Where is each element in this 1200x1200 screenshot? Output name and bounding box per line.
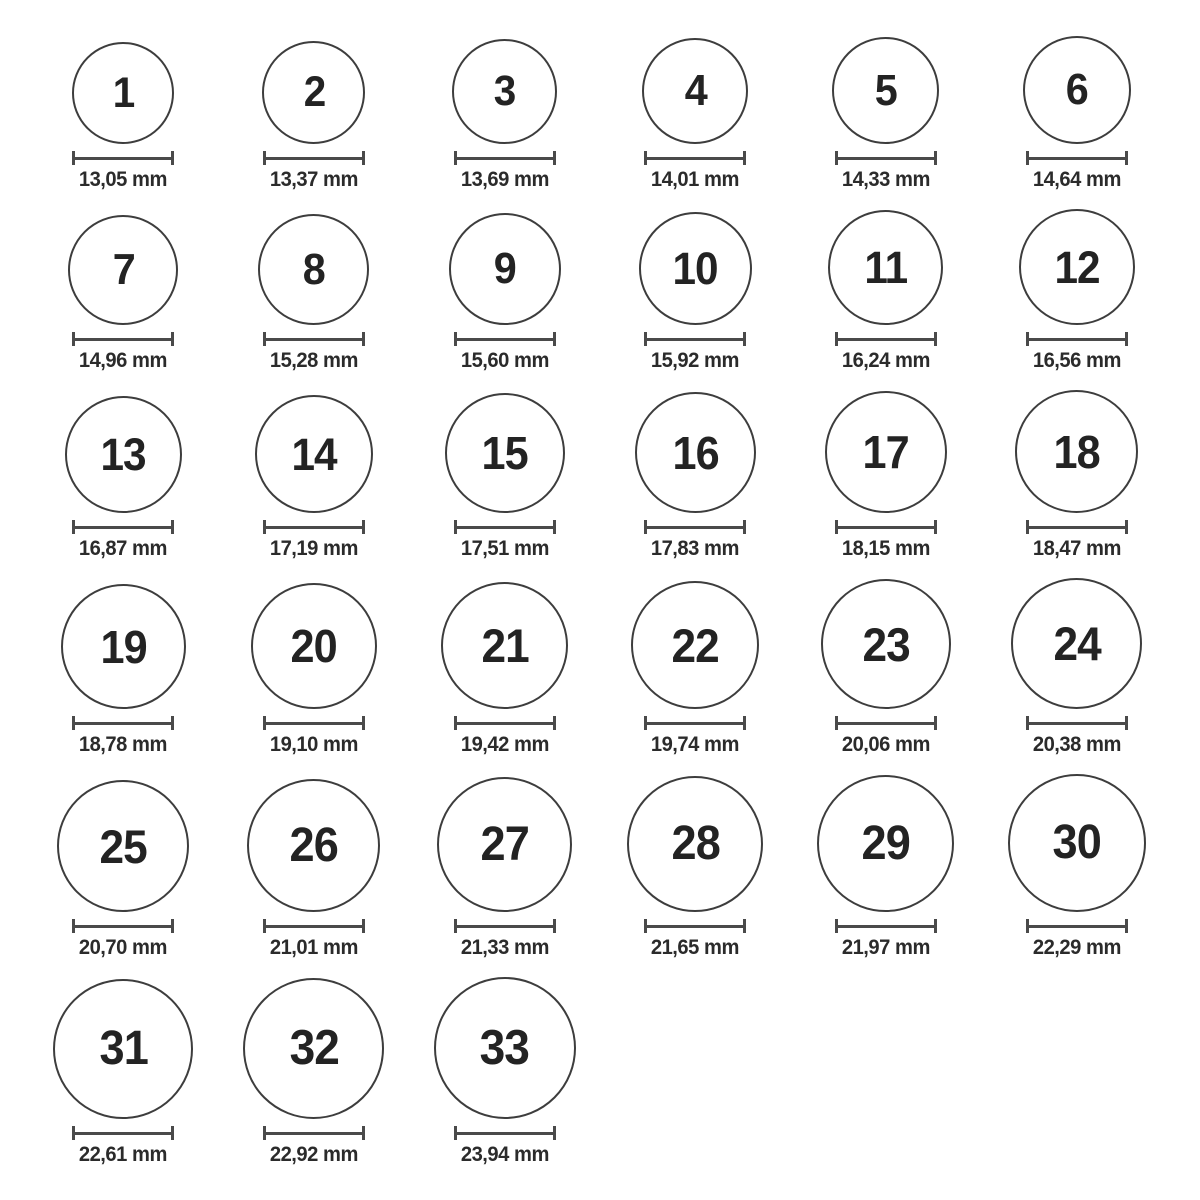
ring-size-number: 2	[303, 68, 325, 116]
diameter-label: 22,29 mm	[1032, 936, 1121, 959]
ring-size-cell	[600, 776, 791, 960]
diameter-measure-line	[454, 151, 556, 165]
diameter-measure-line	[454, 716, 556, 730]
diameter-label: 19,74 mm	[651, 733, 740, 756]
ring-size-cell	[981, 390, 1172, 561]
diameter-label: 18,78 mm	[79, 733, 168, 756]
ring-size-cell	[791, 210, 982, 373]
diameter-measure-line	[835, 520, 937, 534]
diameter-measure-line	[72, 520, 174, 534]
ring-circle-outline	[255, 395, 373, 513]
ring-size-cell	[409, 393, 600, 561]
diameter-measure-line	[644, 332, 746, 346]
ring-size-cell	[409, 777, 600, 960]
ring-circle-outline	[1015, 390, 1138, 513]
diameter-measure-line	[263, 716, 365, 730]
ring-size-number: 31	[99, 1022, 148, 1075]
diameter-label: 14,96 mm	[79, 349, 168, 372]
ring-circle-outline	[72, 42, 174, 144]
ring-size-cell	[409, 582, 600, 757]
diameter-label: 18,47 mm	[1032, 537, 1121, 560]
diameter-measure-line	[72, 151, 174, 165]
diameter-label: 19,42 mm	[460, 733, 549, 756]
ring-size-number: 18	[1053, 425, 1100, 478]
ring-size-cell	[28, 215, 219, 373]
ring-size-cell	[409, 39, 600, 192]
ring-size-number: 20	[290, 620, 338, 672]
diameter-measure-line	[644, 151, 746, 165]
ring-circle-outline	[642, 38, 748, 144]
diameter-label: 23,94 mm	[460, 1143, 549, 1166]
ring-size-cell	[28, 584, 219, 757]
ring-circle-outline	[441, 582, 568, 709]
ring-circle-outline	[247, 779, 380, 912]
ring-circle-outline	[828, 210, 943, 325]
ring-circle-outline	[631, 581, 759, 709]
diameter-measure-line	[72, 919, 174, 933]
diameter-measure-line	[263, 919, 365, 933]
ring-size-number: 1	[112, 68, 135, 117]
ring-size-cell	[981, 774, 1172, 960]
diameter-label: 20,70 mm	[79, 936, 168, 959]
diameter-label: 15,28 mm	[269, 349, 359, 372]
diameter-measure-line	[1026, 919, 1128, 933]
ring-circle-outline	[821, 579, 951, 709]
ring-circle-outline	[258, 214, 369, 325]
diameter-measure-line	[454, 919, 556, 933]
ring-size-cell	[219, 41, 410, 192]
ring-circle-outline	[825, 391, 947, 513]
diameter-measure-line	[454, 1126, 556, 1140]
diameter-label: 16,56 mm	[1032, 349, 1121, 372]
ring-size-cell	[791, 391, 982, 561]
ring-size-cell	[600, 581, 791, 757]
ring-size-cell	[791, 579, 982, 757]
ring-size-number: 8	[302, 244, 326, 294]
diameter-label: 21,33 mm	[460, 936, 549, 959]
diameter-label: 21,01 mm	[269, 936, 359, 959]
ring-size-number: 27	[480, 817, 529, 871]
ring-size-number: 17	[862, 426, 910, 478]
diameter-label: 18,15 mm	[841, 537, 931, 560]
diameter-label: 14,64 mm	[1032, 168, 1121, 191]
ring-size-number: 15	[481, 427, 528, 479]
ring-circle-outline	[434, 977, 576, 1119]
diameter-label: 17,19 mm	[269, 537, 359, 560]
ring-size-cell	[981, 209, 1172, 373]
diameter-label: 15,60 mm	[460, 349, 549, 372]
ring-circle-outline	[627, 776, 763, 912]
ring-size-cell	[28, 396, 219, 561]
ring-circle-outline	[262, 41, 365, 144]
ring-size-number: 9	[493, 244, 516, 293]
diameter-measure-line	[1026, 151, 1128, 165]
ring-size-cell	[28, 42, 219, 192]
ring-size-cell	[981, 36, 1172, 192]
ring-circle-outline	[452, 39, 557, 144]
diameter-label: 15,92 mm	[651, 349, 740, 372]
diameter-measure-line	[263, 1126, 365, 1140]
diameter-label: 21,97 mm	[841, 936, 931, 959]
diameter-measure-line	[1026, 716, 1128, 730]
ring-size-cell	[600, 212, 791, 373]
ring-size-number: 30	[1052, 816, 1101, 869]
diameter-label: 16,87 mm	[79, 537, 168, 560]
diameter-measure-line	[644, 520, 746, 534]
diameter-measure-line	[263, 151, 365, 165]
diameter-label: 13,69 mm	[460, 168, 549, 191]
ring-size-number: 11	[864, 242, 908, 293]
ring-circle-outline	[61, 584, 186, 709]
ring-size-cell	[791, 37, 982, 192]
diameter-measure-line	[644, 716, 746, 730]
ring-size-cell	[600, 38, 791, 192]
diameter-measure-line	[644, 919, 746, 933]
ring-size-number: 29	[861, 816, 911, 870]
ring-size-number: 14	[291, 428, 337, 480]
ring-size-number: 25	[99, 819, 147, 873]
ring-circle-outline	[1019, 209, 1135, 325]
diameter-measure-line	[835, 332, 937, 346]
ring-size-number: 16	[672, 426, 719, 479]
diameter-measure-line	[835, 151, 937, 165]
diameter-label: 17,51 mm	[460, 537, 549, 560]
ring-circle-outline	[57, 780, 189, 912]
ring-size-number: 21	[481, 619, 529, 672]
diameter-measure-line	[1026, 332, 1128, 346]
ring-size-number: 28	[671, 817, 720, 870]
diameter-label: 22,92 mm	[269, 1143, 359, 1166]
diameter-measure-line	[72, 332, 174, 346]
diameter-measure-line	[263, 520, 365, 534]
ring-size-number: 12	[1054, 241, 1100, 293]
ring-circle-outline	[1023, 36, 1131, 144]
diameter-measure-line	[72, 1126, 174, 1140]
ring-size-number: 23	[862, 617, 910, 671]
ring-size-cell	[219, 214, 410, 373]
ring-circle-outline	[1008, 774, 1146, 912]
diameter-measure-line	[263, 332, 365, 346]
ring-size-number: 5	[874, 65, 898, 115]
ring-size-cell	[791, 775, 982, 960]
ring-size-number: 33	[479, 1020, 530, 1075]
ring-size-number: 13	[100, 429, 146, 480]
ring-size-cell	[409, 977, 600, 1167]
ring-size-number: 4	[684, 66, 707, 115]
ring-size-number: 32	[289, 1021, 339, 1075]
diameter-label: 16,24 mm	[841, 349, 931, 372]
ring-circle-outline	[53, 979, 193, 1119]
ring-circle-outline	[437, 777, 572, 912]
ring-size-number: 10	[672, 243, 718, 294]
diameter-label: 14,01 mm	[651, 168, 740, 191]
ring-size-cell	[219, 779, 410, 960]
diameter-label: 13,05 mm	[79, 168, 168, 191]
diameter-measure-line	[1026, 520, 1128, 534]
diameter-label: 20,06 mm	[841, 733, 931, 756]
ring-circle-outline	[817, 775, 954, 912]
ring-size-cell	[28, 979, 219, 1167]
ring-circle-outline	[251, 583, 377, 709]
ring-size-cell	[219, 583, 410, 757]
diameter-label: 17,83 mm	[651, 537, 740, 560]
ring-circle-outline	[639, 212, 752, 325]
diameter-label: 13,37 mm	[269, 168, 359, 191]
ring-circle-outline	[1011, 578, 1142, 709]
diameter-measure-line	[454, 520, 556, 534]
ring-size-cell	[28, 780, 219, 960]
ring-circle-outline	[635, 392, 756, 513]
ring-circle-outline	[68, 215, 178, 325]
diameter-label: 20,38 mm	[1032, 733, 1121, 756]
diameter-measure-line	[72, 716, 174, 730]
ring-size-cell	[409, 213, 600, 373]
ring-size-number: 6	[1065, 65, 1088, 114]
diameter-label: 19,10 mm	[269, 733, 359, 756]
diameter-label: 14,33 mm	[841, 168, 931, 191]
ring-size-number: 26	[289, 818, 339, 872]
ring-size-number: 7	[112, 245, 135, 294]
ring-circle-outline	[65, 396, 182, 513]
ring-size-number: 19	[100, 620, 147, 673]
ring-size-number: 3	[493, 67, 516, 115]
ring-circle-outline	[445, 393, 565, 513]
diameter-measure-line	[835, 716, 937, 730]
ring-size-number: 24	[1053, 617, 1101, 670]
diameter-label: 22,61 mm	[79, 1143, 168, 1166]
ring-circle-outline	[243, 978, 384, 1119]
ring-circle-outline	[449, 213, 561, 325]
ring-size-cell	[219, 395, 410, 561]
ring-size-cell	[981, 578, 1172, 757]
ring-size-cell	[600, 392, 791, 561]
ring-size-number: 22	[671, 618, 719, 672]
diameter-label: 21,65 mm	[651, 936, 740, 959]
ring-size-cell	[219, 978, 410, 1167]
diameter-measure-line	[835, 919, 937, 933]
diameter-measure-line	[454, 332, 556, 346]
ring-circle-outline	[832, 37, 939, 144]
